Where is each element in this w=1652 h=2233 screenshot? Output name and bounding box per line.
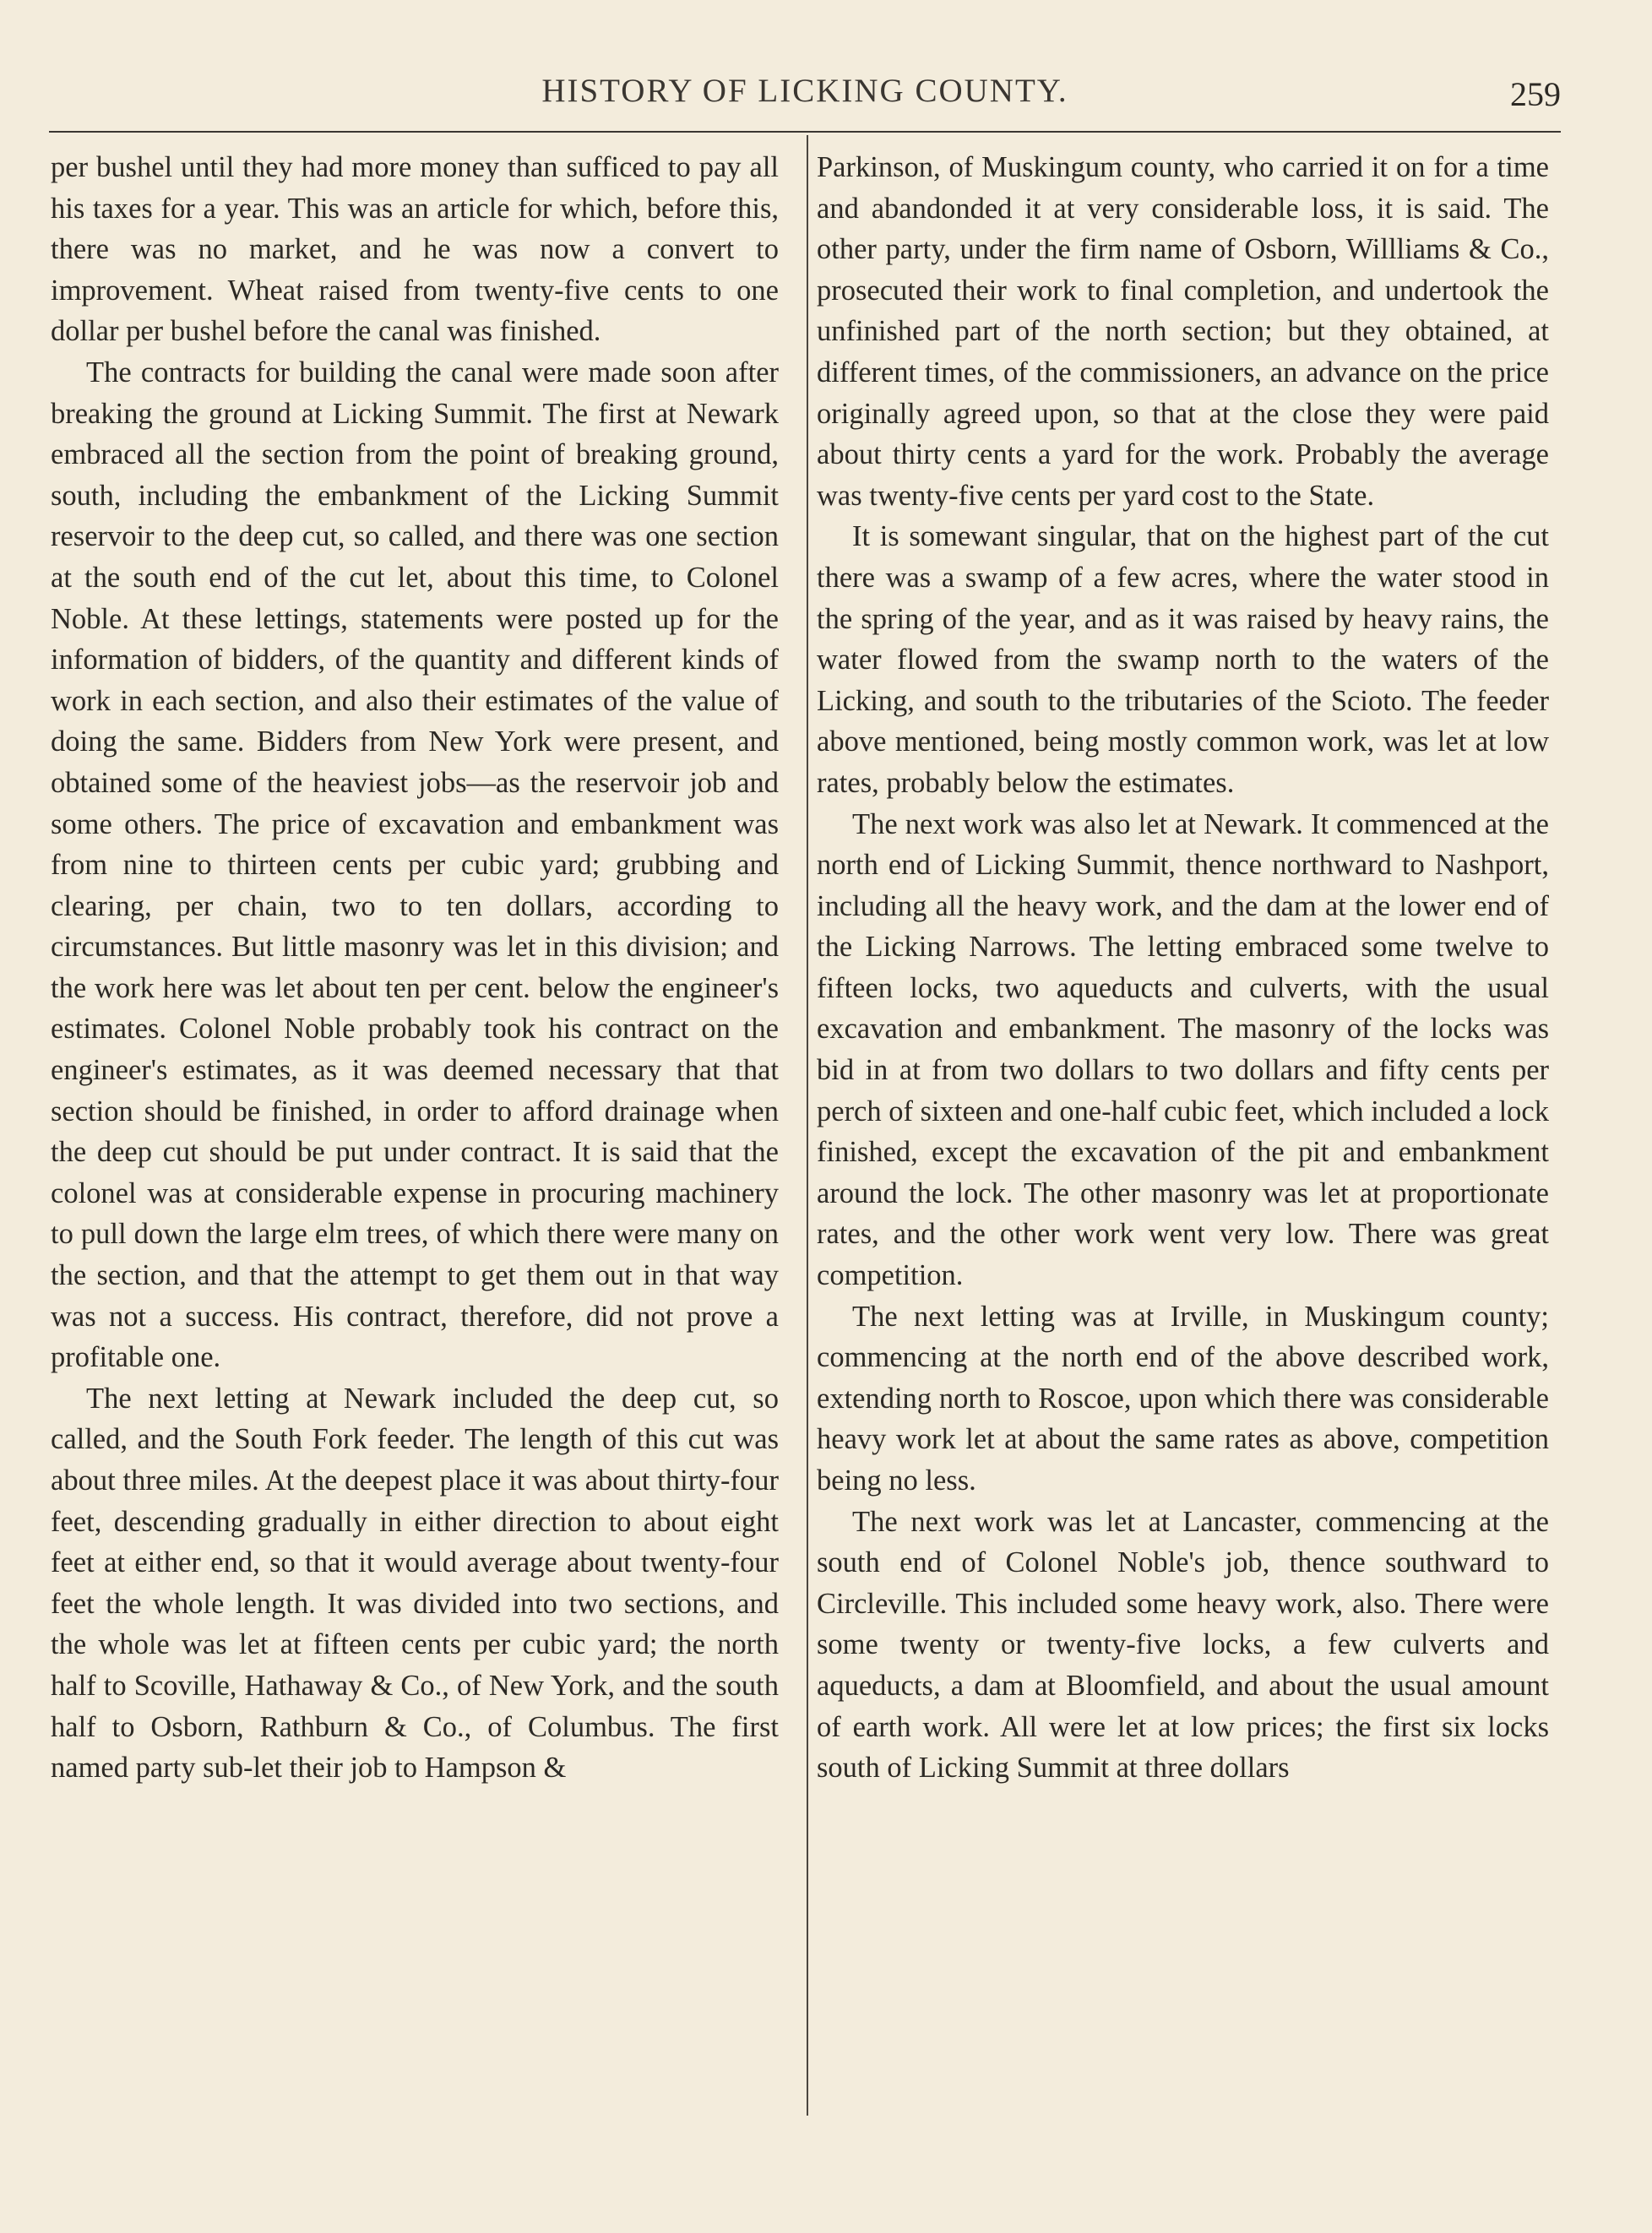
paragraph: The next work was let at Lancaster, commencing at the south end of Colonel Noble's job, thence southward to Circleville. This included some heavy work, also. There were some twenty or twenty-five locks, a few culverts and aqueducts, a dam at Bloomfield, and about the usual amount of earth work. All were let at low prices; the first six locks south of Licking Summit at three dollars — [817, 1505, 1549, 1785]
paragraph: per bushel until they had more money than sufficed to pay all his taxes for a year. This was an article for which, before this, there was no market, and he was now a convert to improvement. Wheat raised from twenty-five cents to one dollar per bushel before the canal was finished. — [51, 151, 779, 348]
paragraph: The contracts for building the canal were made soon after breaking the ground at Licking Summit. The first at Newark embraced all the section from the point of breaking ground, south, including the embankment of the Licking Summit reservoir to the deep cut, so called, and there was one section at the south end of the cut let, about this time, to Colonel Noble. At these lettings, statements were posted up for the information of bidders, of the quantity and different kinds of work in each section, and also their estimates of the value of doing the same. Bidders from New York were present, and obtained some of the heaviest jobs—as the reservoir job and some others. The price of excavation and embankment was from nine to thirteen cents per cubic yard; grubbing and clearing, per chain, two to ten dollars, according to circumstances. But little masonry was let in this division; and the work here was let about ten per cent. below the engineer's estimates. Colonel Noble probably took his contract on the engineer's estimates, as it was deemed necessary that that section should be finished, in order to afford drainage when the deep cut should be put under contract. It is said that the colonel was at considerable expense in procuring machinery to pull down the large elm trees, of which there were many on the section, and that the attempt to get them out in that way was not a success. His contract, therefore, did not prove a profitable one. — [51, 356, 779, 1374]
paragraph: The next letting at Newark included the deep cut, so called, and the South Fork feeder. The length of this cut was about three miles. At the deepest place it was about thirty-four feet, descending gradually in either direction to about eight feet at either end, so that it would average about twenty-four feet the whole length. It was divided into two sections, and the whole was let at fifteen cents per cubic yard; the north half to Scoville, Hathaway & Co., of New York, and the south half to Osborn, Rathburn & Co., of Columbus. The first named party sub-let their job to Hampson & — [51, 1382, 779, 1785]
header-rule — [49, 131, 1561, 133]
page-header — [49, 68, 1561, 122]
right-column — [817, 147, 1549, 1789]
paragraph: It is somewant singular, that on the highest part of the cut there was a swamp of a few acres, where the water stood in the spring of the year, and as it was raised by heavy rains, the water flowed from the swamp north to the waters of the Licking, and south to the tributaries of the Scioto. The feeder above mentioned, being mostly common work, was let at low rates, probably below the estimates. — [817, 520, 1549, 799]
paragraph: Parkinson, of Muskingum county, who carried it on for a time and abandonded it at very considerable loss, it is said. The other party, under the firm name of Osborn, Willliams & Co., prosecuted their work to final completion, and undertook the unfinished part of the north section; but they obtained, at different times, of the commissioners, an advance on the price originally agreed upon, so that at the close they were paid about thirty cents a yard for the work. Probably the average was twenty-five cents per yard cost to the State. — [817, 151, 1549, 512]
left-column — [51, 147, 779, 1789]
running-title: HISTORY OF LICKING COUNTY. — [541, 73, 1068, 109]
column-divider — [807, 135, 808, 2116]
paragraph: The next letting was at Irville, in Muskingum county; commencing at the north end of the above described work, extending north to Roscoe, upon which there was considerable heavy work let at about the same rates as above, competition being no less. — [817, 1300, 1549, 1497]
page-number: 259 — [1510, 75, 1561, 113]
paragraph: The next work was also let at Newark. It commenced at the north end of Licking Summit, thence northward to Nashport, including all the heavy work, and the dam at the lower end of the Licking Narrows. The letting embraced some twelve to fifteen locks, two aqueducts and culverts, with the usual excavation and embankment. The masonry of the locks was bid in at from two dollars to two dollars and fifty cents per perch of sixteen and one-half cubic feet, which included a lock finished, except the excavation of the pit and embankment around the lock. The other masonry was let at proportionate rates, and the other work went very low. There was great competition. — [817, 807, 1549, 1292]
